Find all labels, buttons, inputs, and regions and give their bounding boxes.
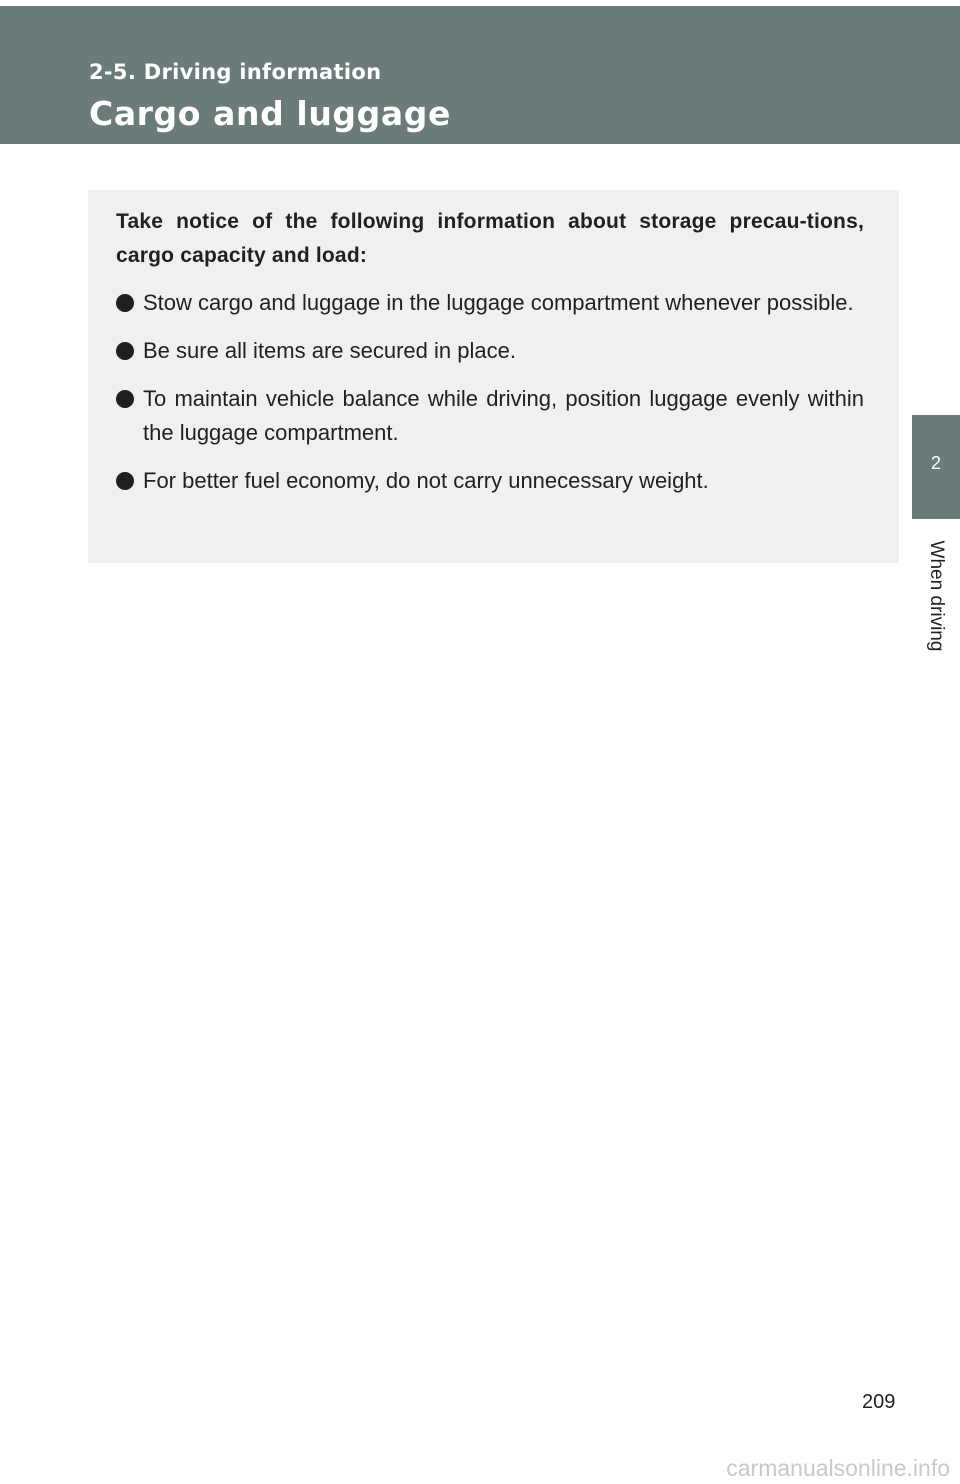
bullet-dot-icon — [116, 294, 134, 312]
info-box — [88, 190, 899, 563]
bullet-dot-icon — [116, 342, 134, 360]
bullet-item — [116, 334, 864, 368]
bullet-text: Be sure all items are secured in place. — [143, 338, 516, 363]
bullet-item — [116, 286, 864, 320]
page-title: Cargo and luggage — [89, 94, 451, 133]
bullet-text: Stow cargo and luggage in the luggage compartment whenever possible. — [143, 290, 854, 315]
chapter-label: When driving — [926, 540, 947, 652]
bullet-list — [116, 286, 864, 498]
bullet-text: For better fuel economy, do not carry unnecessary weight. — [143, 468, 709, 493]
bullet-item — [116, 464, 864, 498]
bullet-dot-icon — [116, 472, 134, 490]
intro-text: Take notice of the following information about storage precau-tions, cargo capacity and load: — [116, 210, 864, 267]
bullet-text: To maintain vehicle balance while driving, position luggage evenly within the luggage compartment. — [143, 386, 864, 445]
section-label: 2-5. Driving information — [89, 60, 382, 84]
bullet-dot-icon — [116, 390, 134, 408]
watermark: carmanualsonline.info — [726, 1455, 950, 1481]
bullet-item — [116, 382, 864, 450]
page-number: 209 — [862, 1391, 896, 1413]
chapter-tab[interactable] — [912, 415, 960, 519]
chapter-number: 2 — [930, 453, 941, 473]
